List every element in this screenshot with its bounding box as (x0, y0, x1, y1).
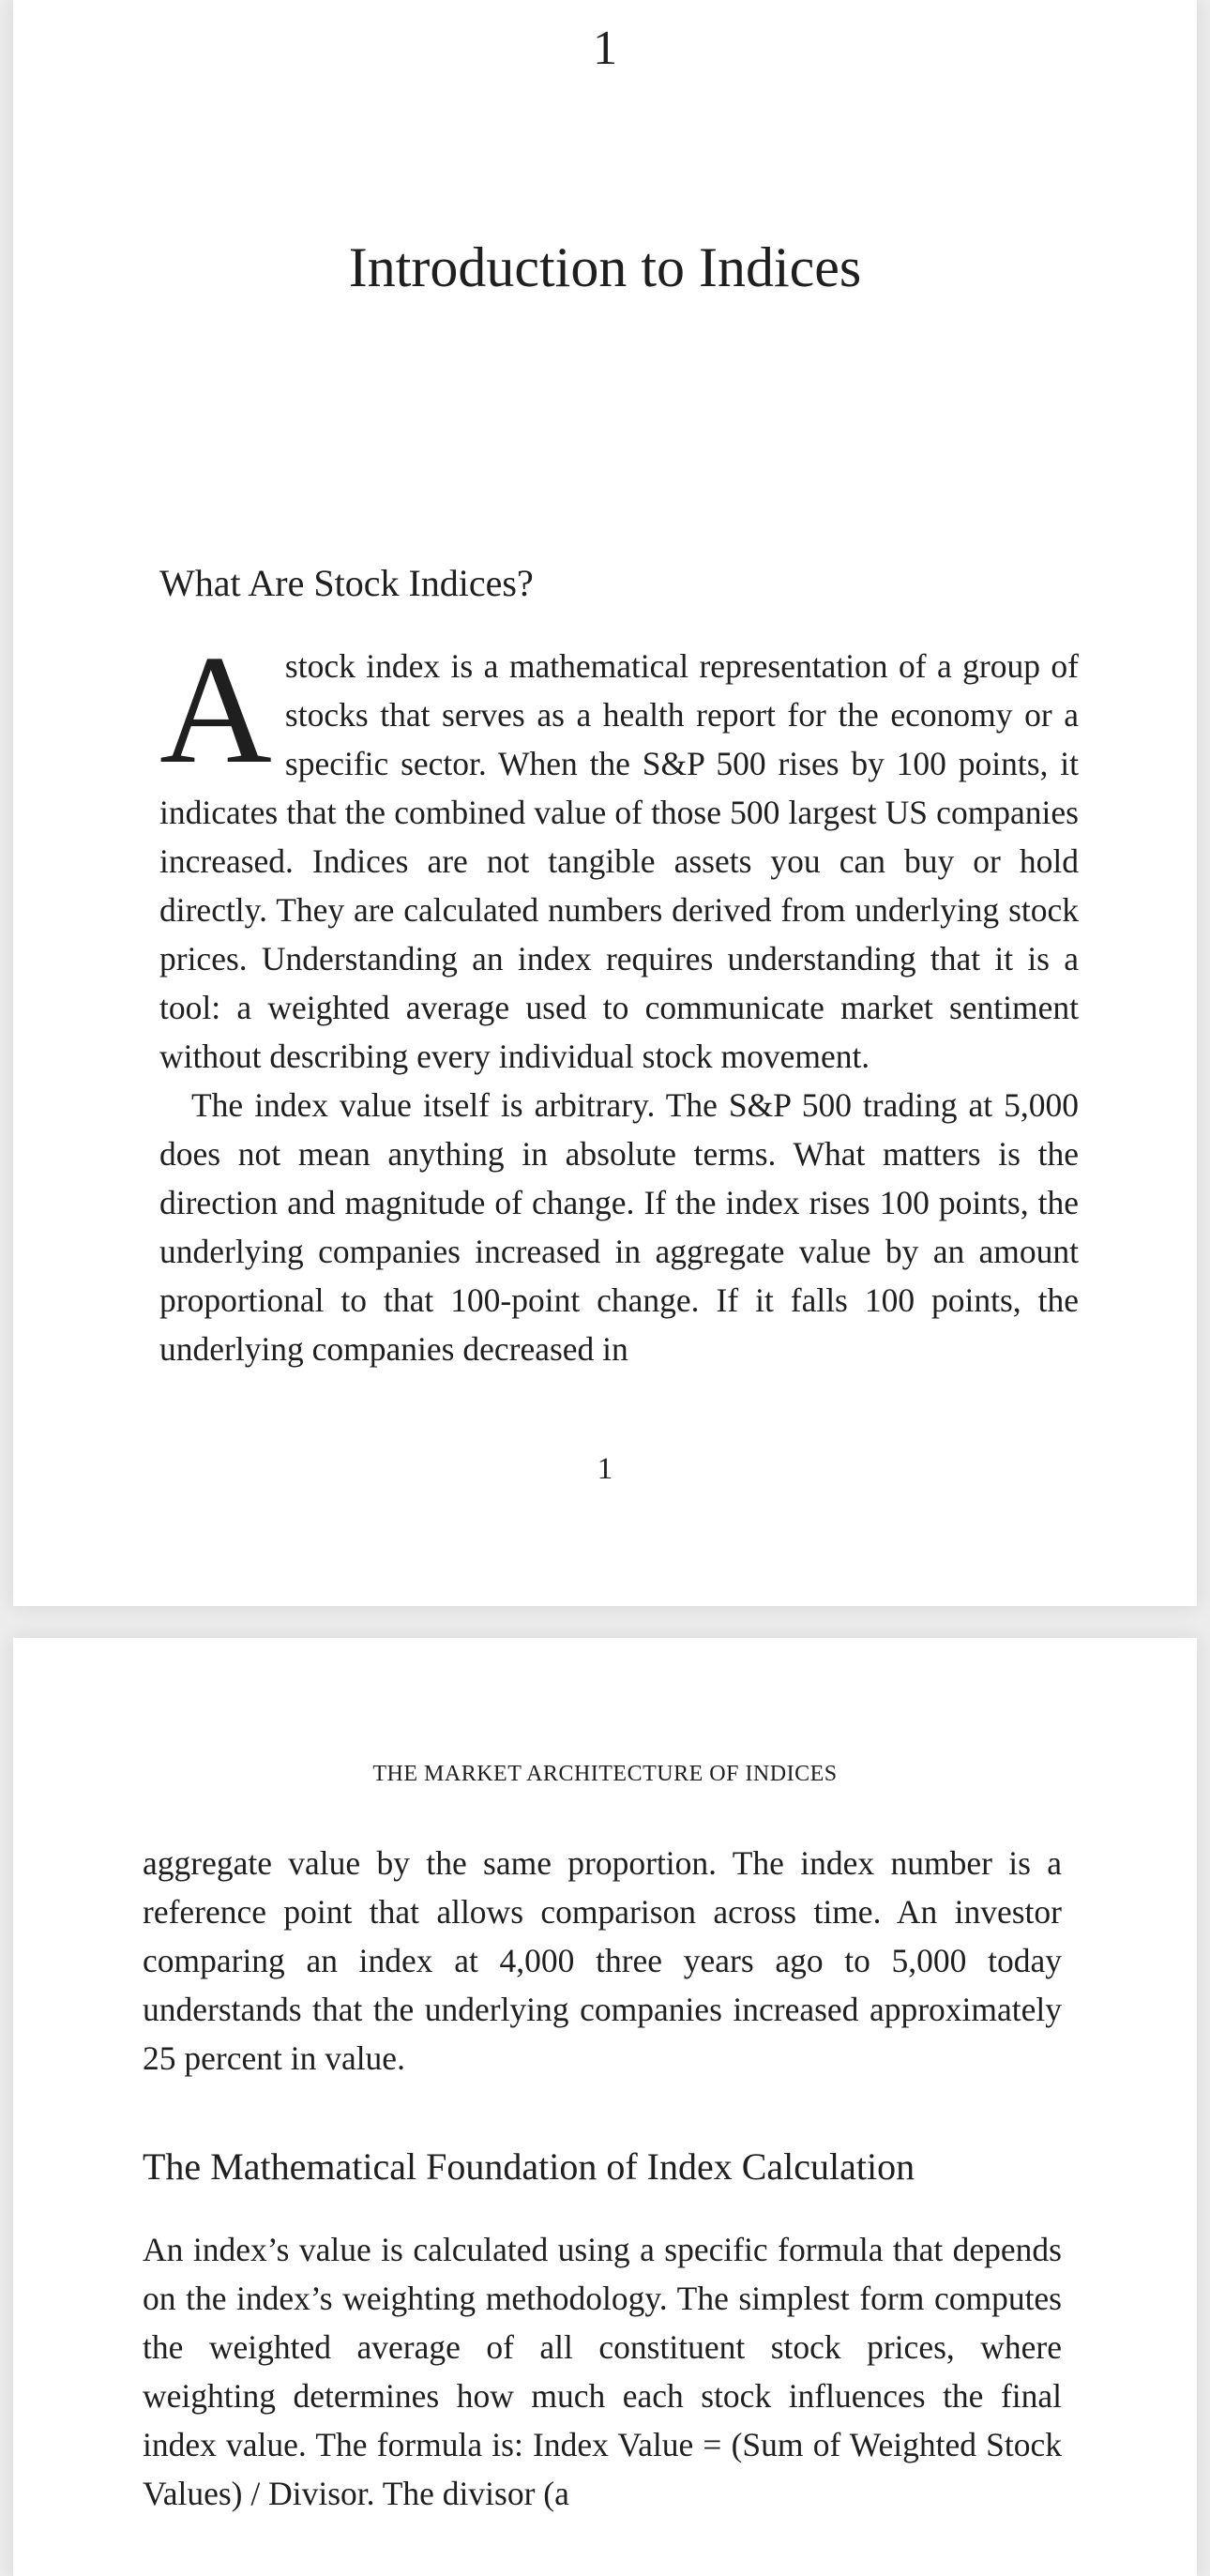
page-2-body-bottom (143, 2225, 1062, 2518)
paragraph-2: The index value itself is arbitrary. The S&P 500 trading at 5,000 does not mean anything in absolute terms. What matters is the direction and magnitude of change. If the index rises 100 points, the underlying companies increased in aggregate value by an amount proportional to that 100-point change. If it falls 100 points, the underlying companies decreased in (159, 1086, 1079, 1368)
page-2-body-top (143, 1839, 1062, 2083)
section-heading-what-are-stock-indices: What Are Stock Indices? (159, 562, 534, 604)
paragraph-continued: aggregate value by the same proportion. The index number is a reference point that allows comparison across time. An investor comparing an index at 4,000 three years ago to 5,000 today understands that the underlying companies increased approximately 25 percent in value. (143, 1844, 1062, 2077)
paragraph-1-text: stock index is a mathematical representation of a group of stocks that serves as a health report for the economy or a specific sector. When the S&P 500 rises by 100 points, it indicates that the combined value of those 500 largest US companies increased. Indices are not tangible assets you can buy or hold directly. They are calculated numbers derived from underlying stock prices. Understanding an index requires understanding that it is a tool: a weighted average used to communicate market sentiment without describing every individual stock movement. (159, 647, 1079, 1075)
paragraph-1 (159, 623, 1079, 1081)
chapter-number: 1 (593, 22, 617, 75)
paragraph-index-formula: An index’s value is calculated using a specific formula that depends on the index’s weighting methodology. The simplest form computes the weighted average of all constituent stock prices, where weighting determines how much each stock influences the final index value. The formula is: Index Value = (Sum of Weighted Stock Values) / Divisor. The divisor (a (143, 2231, 1062, 2512)
book-page-2 (13, 1638, 1197, 2576)
page-1-body (159, 623, 1079, 1373)
page-number: 1 (597, 1452, 613, 1486)
chapter-title: Introduction to Indices (348, 236, 862, 298)
drop-cap: A (159, 623, 272, 796)
section-heading-mathematical-foundation: The Mathematical Foundation of Index Calculation (143, 2145, 915, 2188)
book-page-1 (13, 0, 1197, 1606)
running-head: THE MARKET ARCHITECTURE OF INDICES (372, 1762, 838, 1786)
